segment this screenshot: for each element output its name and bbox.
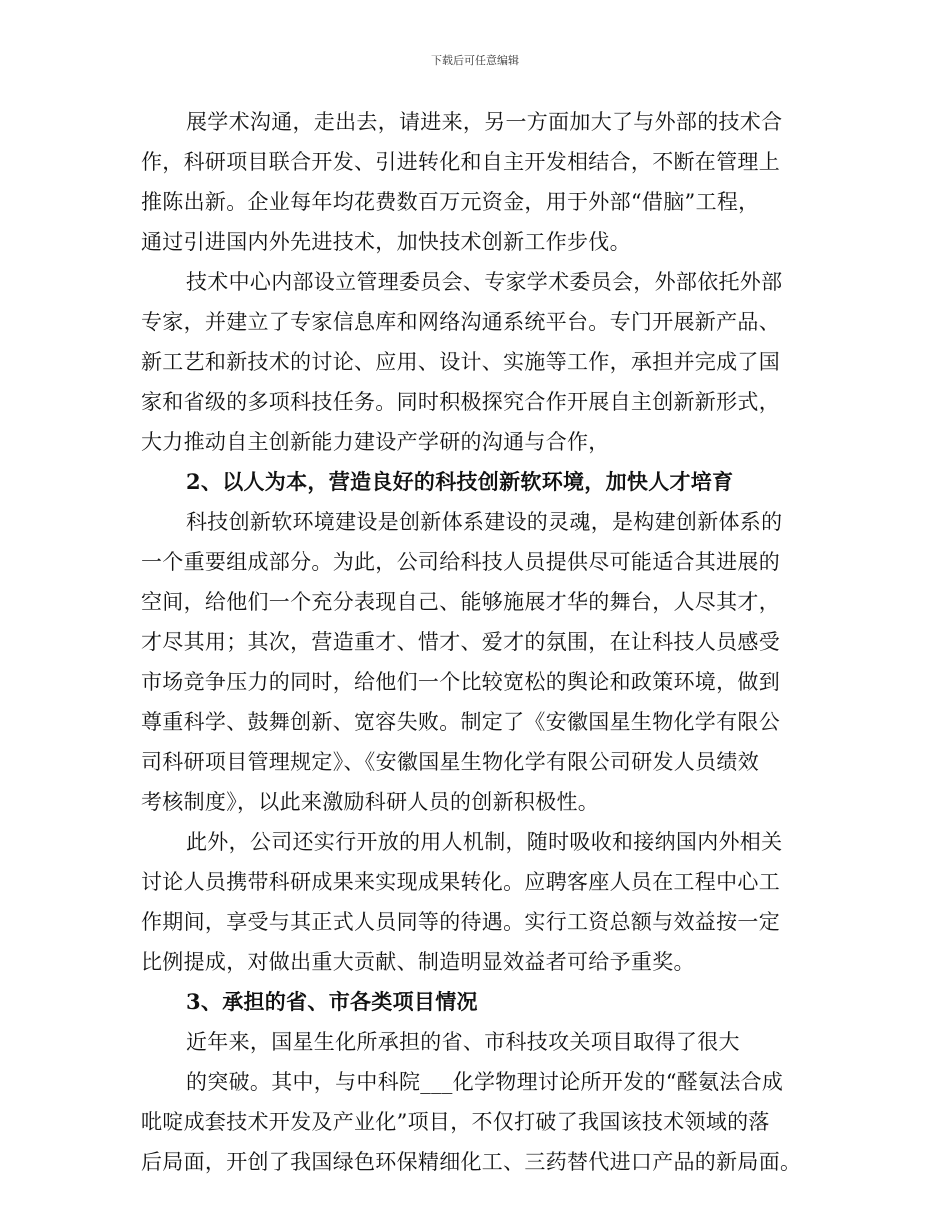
text-line: 新工艺和新技术的讨论、应用、设计、实施等工作，承担并完成了国 <box>141 350 780 374</box>
text-line: 作期间，享受与其正式人员同等的待遇。实行工资总额与效益按一定 <box>141 910 780 934</box>
text-line: 专家，并建立了专家信息库和网络沟通系统平台。专门开展新产品、 <box>141 310 780 334</box>
text-line: 市场竞争压力的同时，给他们一个比较宽松的舆论和政策环境，做到 <box>141 670 780 694</box>
text-line: 吡啶成套技术开发及产业化”项目，不仅打破了我国该技术领域的落 <box>141 1110 770 1134</box>
text-line: 科技创新软环境建设是创新体系建设的灵魂，是构建创新体系的 <box>186 510 783 534</box>
text-line: 家和省级的多项科技任务。同时积极探究合作开展自主创新新形式， <box>141 390 780 414</box>
text-line: 此外，公司还实行开放的用人机制，随时吸收和接纳国内外相关 <box>186 830 783 854</box>
text-line: 空间，给他们一个充分表现自己、能够施展才华的舞台，人尽其才， <box>141 590 780 614</box>
text-line: 近年来，国星生化所承担的省、市科技攻关项目取得了很大 <box>186 1030 740 1054</box>
section-heading: 2、以人为本，营造良好的科技创新软环境，加快人才培育 <box>186 469 734 494</box>
document-body <box>141 102 811 1182</box>
text-line: 一个重要组成部分。为此，公司给科技人员提供尽可能适合其进展的 <box>141 550 780 574</box>
text-line: 才尽其用；其次，营造重才、惜才、爱才的氛围，在让科技人员感受 <box>141 630 780 654</box>
page-header: 下载后可任意编辑 <box>431 54 519 67</box>
text-line: 作，科研项目联合开发、引进转化和自主开发相结合，不断在管理上 <box>141 150 780 174</box>
text-line: 的突破。其中，与中科院___化学物理讨论所开发的“醛氨法合成 <box>186 1070 784 1094</box>
text-line: 考核制度》，以此来激励科研人员的创新积极性。 <box>141 790 600 814</box>
text-line: 司科研项目管理规定》、《安徽国星生物化学有限公司研发人员绩效 <box>141 750 759 774</box>
text-line: 讨论人员携带科研成果来实现成果转化。应聘客座人员在工程中心工 <box>141 870 780 894</box>
text-line: 大力推动自主创新能力建设产学研的沟通与合作， <box>141 430 610 454</box>
text-line: 尊重科学、鼓舞创新、宽容失败。制定了《安徽国星生物化学有限公 <box>141 710 780 734</box>
text-line: 通过引进国内外先进技术，加快技术创新工作步伐。 <box>141 230 631 254</box>
section-heading: 3、承担的省、市各类项目情况 <box>186 989 478 1014</box>
text-line: 比例提成，对做出重大贡献、制造明显效益者可给予重奖。 <box>141 950 695 974</box>
text-line: 展学术沟通，走出去，请进来，另一方面加大了与外部的技术合 <box>186 110 783 134</box>
text-line: 技术中心内部设立管理委员会、专家学术委员会，外部依托外部 <box>186 270 783 294</box>
text-line: 推陈出新。企业每年均花费数百万元资金，用于外部“借脑”工程， <box>141 190 760 214</box>
text-line: 后局面，开创了我国绿色环保精细化工、三药替代进口产品的新局面。 <box>141 1150 802 1174</box>
